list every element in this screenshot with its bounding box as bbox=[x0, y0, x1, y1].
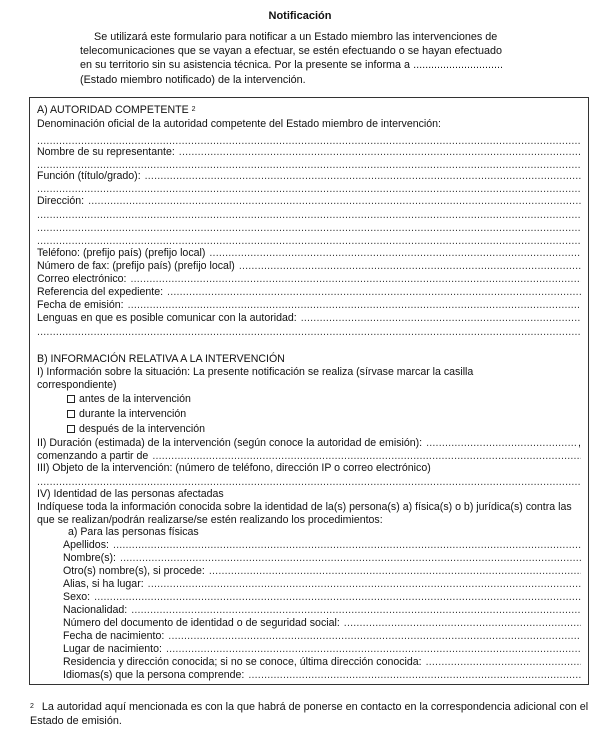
comenzando-field[interactable]: comenzando a partir de ..... bbox=[37, 450, 581, 463]
otros-nombres-field[interactable]: Otro(s) nombre(s), si procede: ..... bbox=[63, 565, 581, 578]
identidad-heading: IV) Identidad de las personas afectadas bbox=[37, 488, 224, 500]
denominacion-label: Denominación oficial de la autoridad competente del Estado miembro de intervención: bbox=[37, 118, 441, 130]
direccion-field-cont[interactable] bbox=[37, 222, 581, 235]
footnote bbox=[30, 700, 595, 728]
footnote-marker: 2 bbox=[30, 703, 34, 710]
referencia-field[interactable]: Referencia del expediente: ..... bbox=[37, 286, 581, 299]
direccion-field-cont[interactable] bbox=[37, 209, 581, 222]
form-box bbox=[29, 97, 589, 685]
direccion-field[interactable]: Dirección: ..... bbox=[37, 195, 581, 208]
identidad-desc-cont: que se realizan/podrán realizarse/se estén realizando los procedimientos: bbox=[37, 514, 383, 526]
situacion-label: I) Información sobre la situación: La presente notificación se realiza (sírvase marcar la casilla bbox=[37, 366, 474, 378]
funcion-field[interactable]: Función (título/grado): ..... bbox=[37, 170, 581, 183]
lenguas-field-cont[interactable] bbox=[37, 326, 581, 339]
residencia-field[interactable]: Residencia y dirección conocida; si no se conoce, última dirección conocida: ..... bbox=[63, 656, 581, 669]
nombre-representante-field[interactable]: Nombre de su representante: ..... bbox=[37, 146, 581, 159]
page-title: Notificación bbox=[268, 10, 332, 22]
sexo-field[interactable]: Sexo: ..... bbox=[63, 591, 581, 604]
nombres-field[interactable]: Nombre(s): ..... bbox=[63, 552, 581, 565]
section-b-heading: B) INFORMACIÓN RELATIVA A LA INTERVENCIÓN bbox=[37, 353, 285, 365]
footnote-reference: 2 bbox=[191, 106, 196, 113]
telefono-field[interactable]: Teléfono: (prefijo país) (prefijo local) ..... bbox=[37, 247, 581, 260]
checkbox-icon[interactable] bbox=[67, 395, 75, 403]
situacion-label-cont: correspondiente) bbox=[37, 379, 117, 391]
intro-line: telecomunicaciones que se vayan a efectuar, se estén efectuando o se hayan efectuado bbox=[80, 45, 502, 58]
intro-line: (Estado miembro notificado) de la intervención. bbox=[80, 73, 306, 86]
fecha-emision-field[interactable]: Fecha de emisión: ..... bbox=[37, 299, 581, 312]
personas-fisicas-heading: a) Para las personas físicas bbox=[68, 526, 199, 538]
fax-field[interactable]: Número de fax: (prefijo país) (prefijo local) ..... bbox=[37, 260, 581, 273]
correo-field[interactable]: Correo electrónico: ..... bbox=[37, 273, 581, 286]
apellidos-field[interactable]: Apellidos: ..... bbox=[63, 539, 581, 552]
section-a-heading: A) AUTORIDAD COMPETENTE $^2$ bbox=[37, 104, 196, 116]
checkbox-durante[interactable]: durante la intervención bbox=[67, 408, 186, 421]
documento-field[interactable]: Número del documento de identidad o de seguridad social: ..... bbox=[63, 617, 581, 630]
footnote-text: La autoridad aquí mencionada es con la que habrá de ponerse en contacto en la correspondencia adicional con el Estado de emisión. bbox=[30, 701, 589, 727]
identidad-desc: Indíquese toda la información conocida sobre la identidad de la(s) persona(s) a) física(s) o b) jurídica(s) contra las bbox=[37, 501, 572, 513]
idiomas-field[interactable]: Idiomas(s) que la persona comprende: ..... bbox=[63, 669, 581, 682]
intro-line: Se utilizará este formulario para notificar a un Estado miembro las intervenciones de bbox=[94, 31, 498, 43]
lugar-nacimiento-field[interactable]: Lugar de nacimiento: ..... bbox=[63, 643, 581, 656]
fecha-nacimiento-field[interactable]: Fecha de nacimiento: ..... bbox=[63, 630, 581, 643]
checkbox-icon[interactable] bbox=[67, 410, 75, 418]
lenguas-field[interactable]: Lenguas en que es posible comunicar con la autoridad: ..... bbox=[37, 312, 581, 325]
nacionalidad-field[interactable]: Nacionalidad: ..... bbox=[63, 604, 581, 617]
alias-field[interactable]: Alias, si ha lugar: ..... bbox=[63, 578, 581, 591]
intro-line-notified-state: en su territorio sin su asistencia técnica. Por la presente se informa a .............................. bbox=[80, 59, 504, 72]
checkbox-icon[interactable] bbox=[67, 425, 75, 433]
duracion-field[interactable]: II) Duración (estimada) de la intervención (según conoce la autoridad de emisión): ..... , bbox=[37, 437, 581, 450]
checkbox-despues[interactable]: después de la intervención bbox=[67, 423, 205, 436]
checkbox-antes[interactable]: antes de la intervención bbox=[67, 393, 191, 406]
intro-paragraph bbox=[80, 30, 540, 87]
objeto-label: III) Objeto de la intervención: (número de teléfono, dirección IP o correo electrónico) bbox=[37, 462, 431, 474]
